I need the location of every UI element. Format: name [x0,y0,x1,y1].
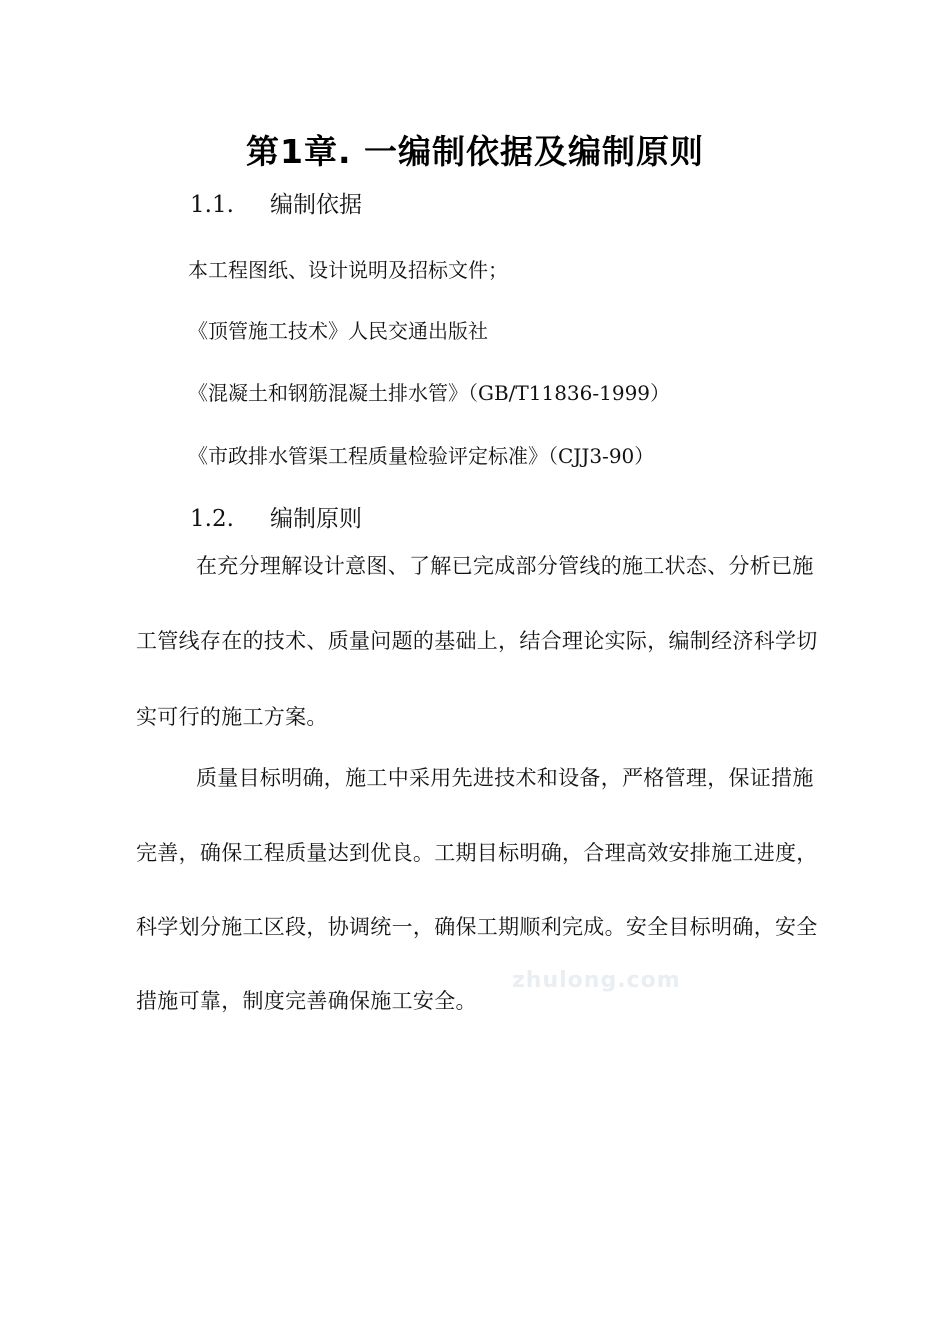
paragraph-line: 措施可靠，制度完善确保施工安全。 [136,989,477,1013]
paragraph-line: 质量目标明确，施工中采用先进技术和设备，严格管理，保证措施 [196,766,814,790]
section-number: 1.2. [190,506,234,532]
paragraph-line: 科学划分施工区段，协调统一，确保工期顺利完成。安全目标明确，安全 [136,915,818,939]
reference-item: 《顶管施工技术》人民交通出版社 [188,319,488,343]
paragraph-line: 完善，确保工程质量达到优良。工期目标明确，合理高效安排施工进度， [136,841,818,865]
reference-item: 《混凝土和钢筋混凝土排水管》（GB/T11836-1999） [188,381,671,405]
section-title: 编制依据 [270,192,362,218]
section-heading-1-2 [190,500,362,533]
paragraph-line: 实可行的施工方案。 [136,705,328,729]
chapter-title: 第1章. 一编制依据及编制原则 [246,132,704,171]
reference-item: 本工程图纸、设计说明及招标文件； [188,258,508,282]
paragraph-line: 在充分理解设计意图、了解已完成部分管线的施工状态、分析已施 [196,554,814,578]
watermark-text: zhulong.com [512,968,681,993]
paragraph-line: 工管线存在的技术、质量问题的基础上，结合理论实际，编制经济科学切 [136,629,818,653]
section-heading-1-1 [190,186,362,219]
section-number: 1.1. [190,192,234,218]
reference-item: 《市政排水管渠工程质量检验评定标准》（CJJ3-90） [188,444,655,468]
section-title: 编制原则 [270,506,362,532]
